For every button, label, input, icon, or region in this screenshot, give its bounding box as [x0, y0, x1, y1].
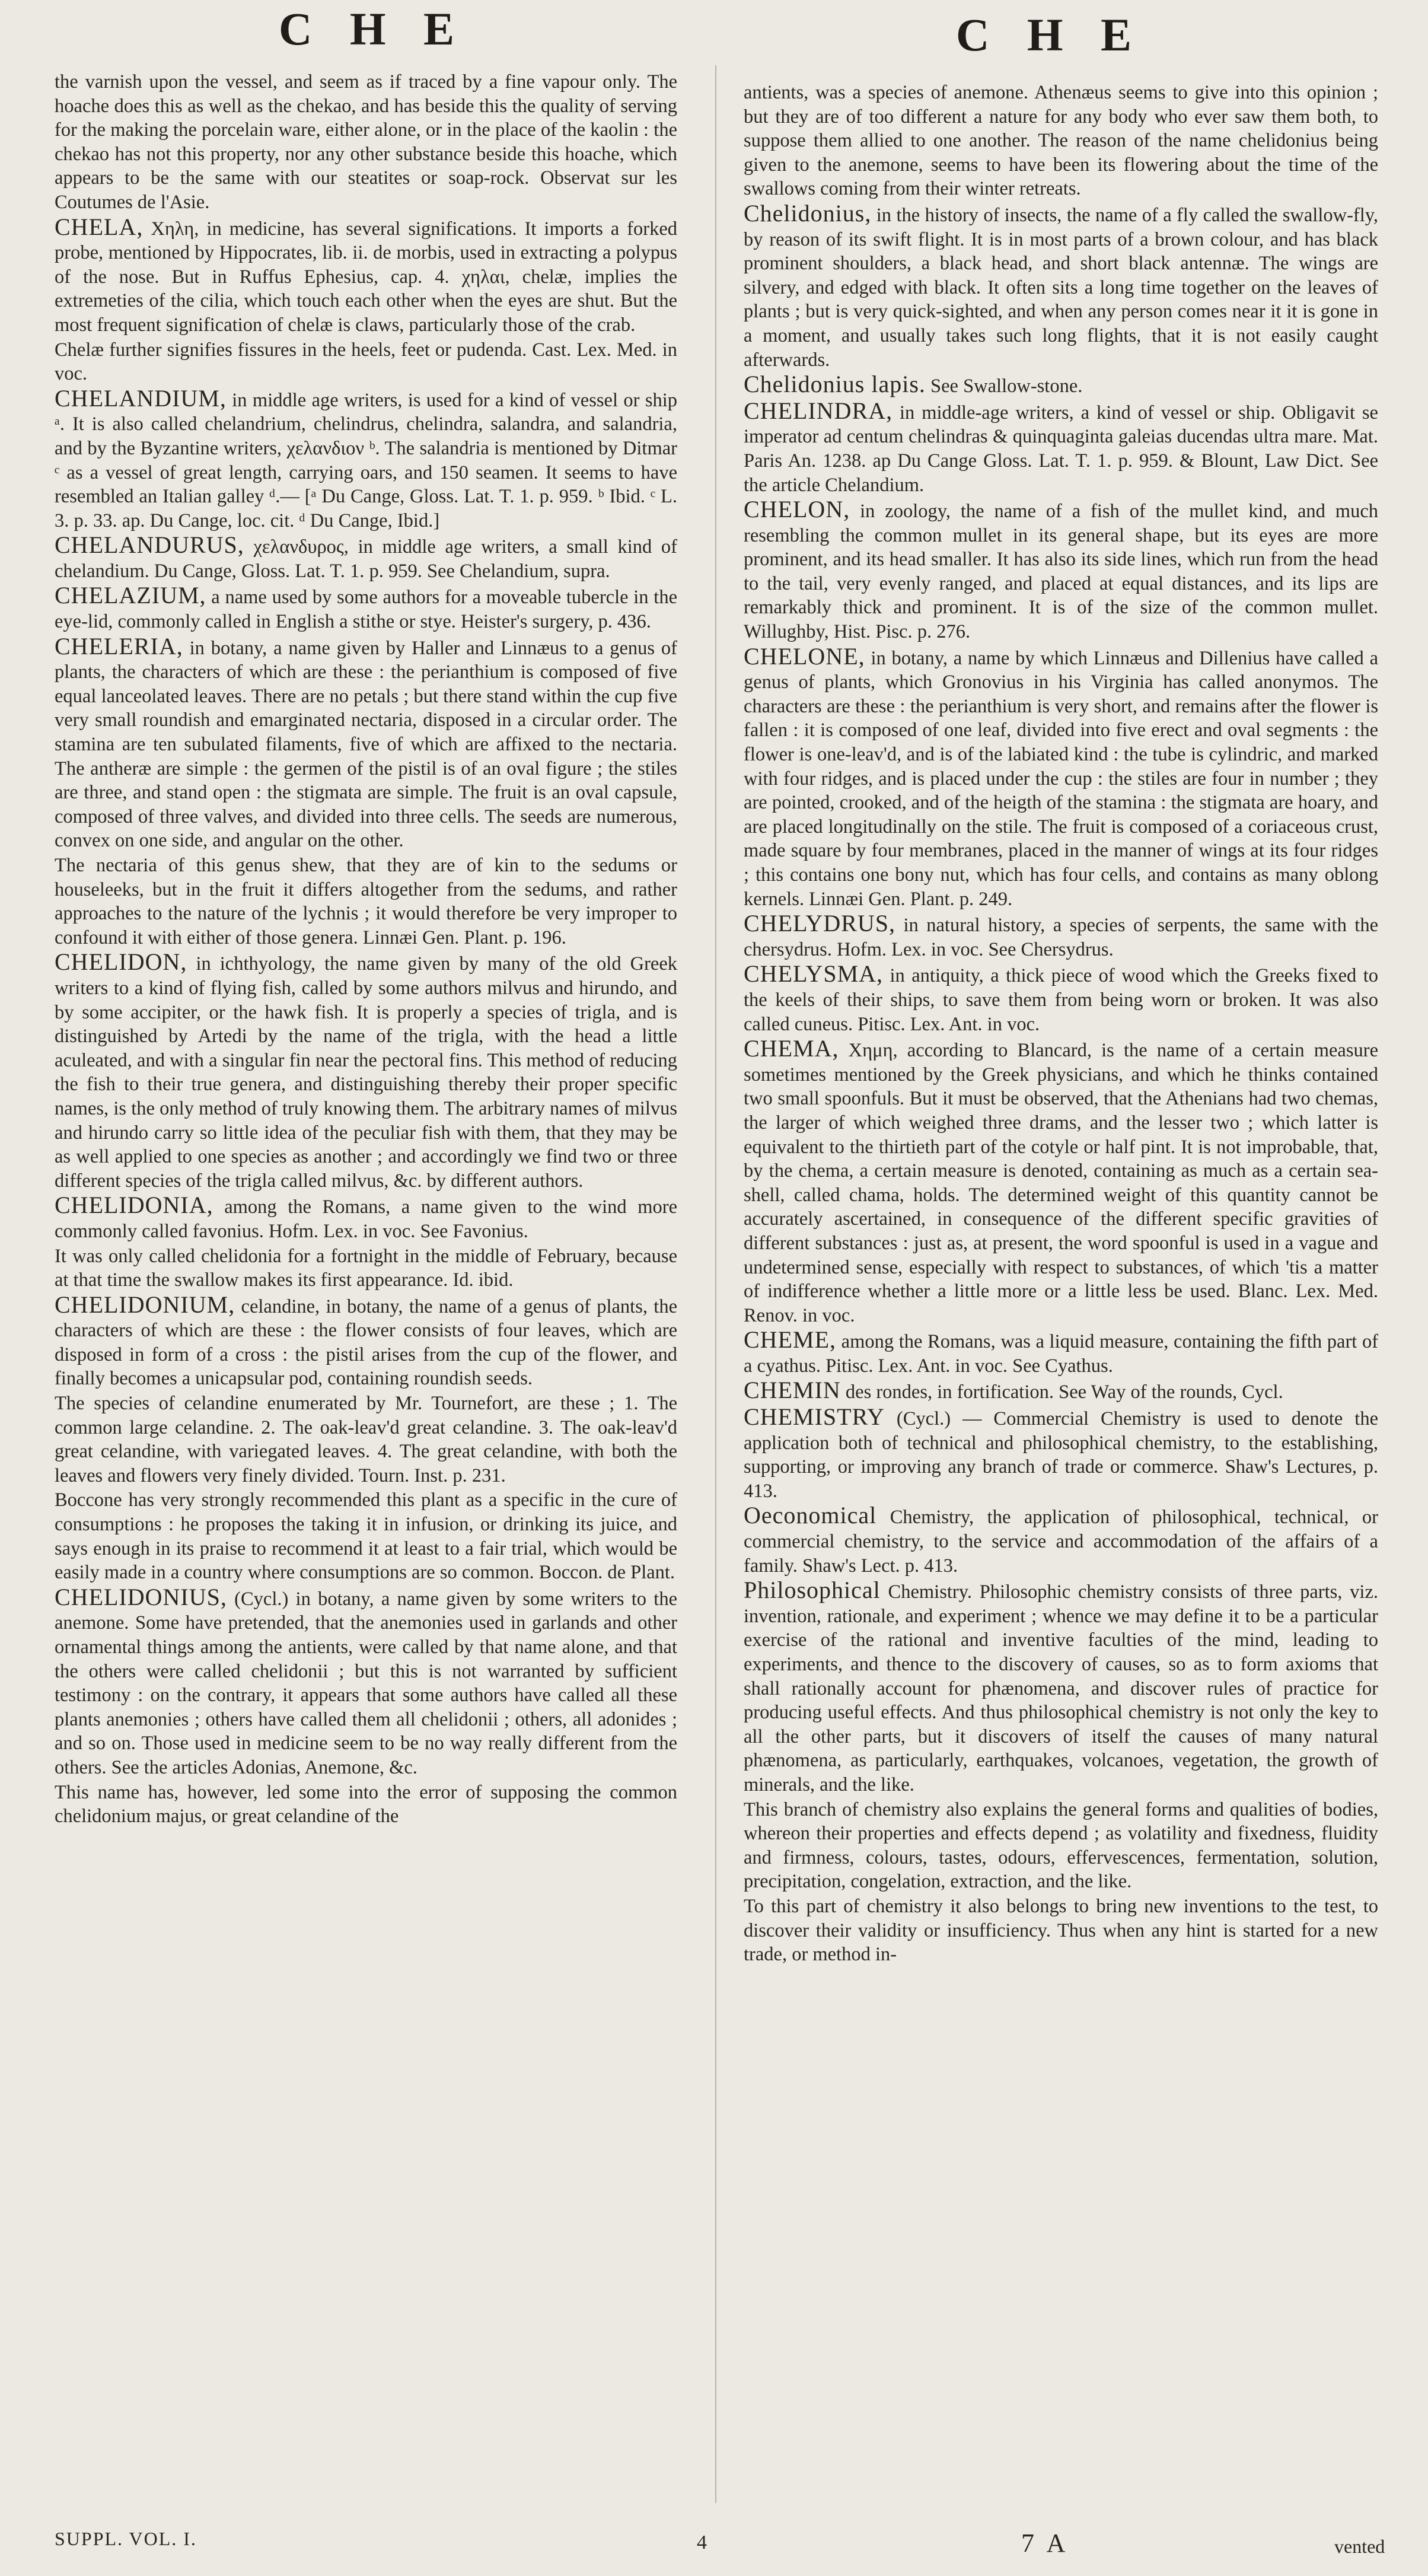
entry-text: Chemistry. Philosophic chemistry consists of three parts, viz. invention, rationale, and experiment ; whence we may define it to be a particular exercise of the rational and inventive faculties of the mind, leading to experiments, and thence to the discovery of causes, so as to form axioms that shall rationally account for phænomena, and discover rules of practice for producing useful effects. And thus philosophical chemistry is not only the key to all the other parts, but it discovers of itself the causes of many natural phænomena, as particularly, earthquakes, volcanoes, vegetation, the growth of minerals, and the like. [744, 1581, 1378, 1795]
entry-paragraph [55, 854, 677, 950]
entry-paragraph [744, 1578, 1378, 1797]
left-column [55, 70, 677, 2526]
entry-text: in ichthyology, the name given by many of the old Greek writers to a kind of flying fish, called by some authors milvus and hirundo, and by some accipiter, or the hawk fish. It is properly a species of trigla, and is distinguished by Artedi by the name of the trigla, with the head a little aculeated, and with a singular fin near the pectoral fins. This method of reducing the fish to their true genera, and distinguishing thereby their proper specific names, is the only method of truly knowing them. The arbitrary names of milvus and hirundo carry so little idea of the peculiar fish with them, that they may be as well applied to one species as another ; and accordingly we find two or three different species of the trigla called milvus, &c. by different authors. [55, 953, 677, 1192]
entry-text: This branch of chemistry also explains the general forms and qualities of bodies, whereon their properties and effects depend ; as volatility and fixedness, fluidity and firmness, colours, tastes, odours, effervescences, fermentation, solution, precipitation, congelation, extraction, and the like. [744, 1798, 1378, 1893]
entry-paragraph [744, 498, 1378, 644]
entry-headword: Chelidonius lapis. [744, 371, 926, 398]
entry-text: This name has, however, led some into the error of supposing the common chelidonium majus, or great celandine of the [55, 1781, 677, 1827]
entry-text: To this part of chemistry it also belongs to bring new inventions to the test, to discover their validity or insufficiency. Thus when any hint is started for a new trade, or method in- [744, 1895, 1378, 1966]
entry-headword: Chelidonius, [744, 199, 872, 227]
signature-mark: 7 A [1021, 2529, 1069, 2558]
entry-text: antients, was a species of anemone. Athenæus seems to give into this opinion ; but they are of too different a nature for any body who ever saw them both, to suppose them allied to one another. The reason of the name chelidonius being given to the anemone, seems to have been its flowering about the time of the swallows coming from their winter retreats. [744, 82, 1378, 200]
entry-headword: CHELYSMA, [744, 960, 884, 988]
entry-text: (Cycl.) — Commercial Chemistry is used to denote the application both of technical and philosophical chemistry, to the establishing, supporting, or improving any branch of trade or commerce. Shaw's Lectures, p. 413. [744, 1408, 1378, 1502]
entry-text: in middle-age writers, a kind of vessel or ship. Obligavit se imperator ad centum chelindras & quinquaginta galeias ducendas ultra mare. Mat. Paris An. 1238. ap Du Cange Gloss. Lat. T. 1. p. 959. & Blount, Law Dict. See the article Chelandium. [744, 402, 1378, 496]
entry-text: in botany, a name given by Haller and Linnæus to a genus of plants, the characters of which are these : the perianthium is composed of five equal lanceolated leaves. There are no petals ; but there stand within the cup five very small roundish and emarginated nectaria, disposed in a circular order. The stamina are ten subulated filaments, five of which are affixed to the nectaria. The antheræ are simple : the germen of the pistil is of an oval figure ; the stiles are three, and stand open : the stigmata are simple. The fruit is an oval capsule, composed of three valves, and divided into three cells. The seeds are numerous, convex on one side, and angular on the other. [55, 637, 677, 852]
column-divider [715, 65, 716, 2503]
entry-paragraph [55, 632, 677, 853]
entry-text: the varnish upon the vessel, and seem as if traced by a fine vapour only. The hoache does this as well as the chekao, and has beside this the quality of serving for the making the porcelain ware, either alone, or in the place of the kaolin : the chekao has not this property, nor any other substance beside this hoache, which appears to be the same with our steatites or soap-rock. Observat sur les Coutumes de l'Asie. [55, 71, 677, 213]
entry-paragraph [55, 1392, 677, 1488]
entry-text: Χηλη, in medicine, has several significations. It imports a forked probe, mentioned by Hippocrates, lib. ii. de morbis, used in extracting a polypus of the nose. But in Ruffus Ephesius, cap. 4. χηλαι, chelæ, implies the extremeties of the cilia, which touch each other when the eyes are shut. But the most frequent signification of chelæ is claws, particularly those of the crab. [55, 218, 677, 336]
entry-paragraph [55, 338, 677, 386]
right-column [744, 81, 1378, 2536]
entry-paragraph [55, 1781, 677, 1829]
entry-paragraph [55, 1193, 677, 1243]
entry-text: in natural history, a species of serpents, the same with the chersydrus. Hofm. Lex. in voc. See Chersydrus. [744, 915, 1378, 960]
entry-text: Chelæ further signifies fissures in the heels, feet or pudenda. Cast. Lex. Med. in voc. [55, 339, 677, 385]
entry-headword: CHELIDONIA, [55, 1192, 213, 1219]
entry-headword: CHEME, [744, 1326, 836, 1354]
entry-paragraph [744, 1798, 1378, 1894]
entry-paragraph [744, 1378, 1378, 1405]
entry-text: The species of celandine enumerated by Mr. Tournefort, are these ; 1. The common large celandine. 2. The oak-leav'd great celandine. 3. The oak-leav'd great celandine, with variegated leaves. 4. The great celandine, with both the leaves and flowers very finely divided. Tourn. Inst. p. 231. [55, 1393, 677, 1486]
entry-text: a name used by some authors for a moveable tubercle in the eye-lid, commonly called in English a stithe or stye. Heister's surgery, p. 436. [55, 587, 677, 633]
entry-paragraph [55, 533, 677, 583]
entry-headword: CHEMA, [744, 1035, 839, 1062]
running-head-right: C H E [956, 9, 1145, 61]
entry-paragraph [744, 912, 1378, 961]
entry-text: among the Romans, a name given to the wind more commonly called favonius. Hofm. Lex. in voc. See Favonius. [55, 1196, 677, 1242]
entry-paragraph [55, 1585, 677, 1780]
entry-text: Boccone has very strongly recommended this plant as a specific in the cure of consumptions : he proposes the taking it in infusion, or drinking its juice, and says enough in its praise to recommend it at least to a fair trial, which would be easily made in a country where consumptions are so common. Boccon. de Plant. [55, 1489, 677, 1584]
entry-text: in zoology, the name of a fish of the mullet kind, and much resembling the common mullet in its general shape, but its eyes are more prominent, and its head smaller. It has also its side lines, which run from the head to the tail, very evenly ranged, and placed at equal distances, and its lips are remarkably thick and prominent. It is of the size of the common mullet. Willughby, Hist. Pisc. p. 276. [744, 501, 1378, 643]
entry-paragraph [744, 399, 1378, 497]
entry-text: Chemistry, the application of philosophical, technical, or commercial chemistry, to the service and accommodation of the affairs of a family. Shaw's Lect. p. 413. [744, 1507, 1378, 1577]
entry-text: among the Romans, was a liquid measure, containing the fifth part of a cyathus. Pitisc. Lex. Ant. in voc. See Cyathus. [744, 1331, 1378, 1377]
left-footer: SUPPL. VOL. I. [55, 2528, 197, 2549]
catchword: vented [1334, 2536, 1385, 2557]
entry-paragraph [55, 384, 677, 533]
entry-paragraph [744, 199, 1378, 372]
entry-paragraph [55, 1488, 677, 1584]
entry-headword: CHELANDURUS, [55, 531, 244, 559]
entry-headword: CHEMIN [744, 1377, 841, 1404]
entry-headword: CHELINDRA, [744, 397, 893, 424]
entry-text: in botany, a name by which Linnæus and Dillenius have called a genus of plants, which Gronovius in his Virginia has called anonymos. The characters are these : the perianthium is very short, and remains after the flower is fallen : it is composed of one leaf, divided into five erect and oval segments : the flower is one-leav'd, and is of the labiated kind : the tube is cylindric, and marked with four ridges, and is placed under the cup : the stiles are four in number ; they are pointed, crooked, and of the heigth of the stamina : the stigmata are hoary, and are placed longitudinally on the stile. The fruit is composed of a coriaceous crust, made square by four membranes, placed in the manner of wings at its four ridges ; this contains one bony nut, which has four cells, and contains as many oblong kernels. Linnæi Gen. Plant. p. 249. [744, 647, 1378, 910]
entry-paragraph [55, 1293, 677, 1391]
entry-headword: Oeconomical [744, 1502, 877, 1529]
entry-headword: CHELA, [55, 213, 144, 240]
entry-headword: CHEMISTRY [744, 1403, 885, 1431]
entry-text: It was only called chelidonia for a fortnight in the middle of February, because at that time the swallow makes its first appearance. Id. ibid. [55, 1245, 677, 1291]
entry-paragraph [55, 70, 677, 215]
entry-text: χελανδυρος, in middle age writers, a small kind of chelandium. Du Cange, Gloss. Lat. T. 1. p. 959. See Chelandium, supra. [55, 536, 677, 582]
entry-headword: CHELONE, [744, 642, 865, 670]
entry-headword: CHELIDON, [55, 948, 187, 976]
entry-paragraph [744, 1894, 1378, 1967]
entry-text: des rondes, in fortification. See Way of the rounds, Cycl. [845, 1381, 1283, 1403]
entry-text: in middle age writers, is used for a kind of vessel or ship ᵃ. It is also called chelandrium, chelindrus, chelindra, salandra, and salandria, and by the Byzantine writers, χελανδιον ᵇ. The salandria is mentioned by Ditmar ᶜ as a vessel of great length, carrying oars, and 150 seamen. It seems to have resembled an Italian galley ᵈ.— [ᵃ Du Cange, Gloss. Lat. T. 1. p. 959. ᵇ Ibid. ᶜ L. 3. p. 33. ap. Du Cange, loc. cit. ᵈ Du Cange, Ibid.] [55, 389, 677, 531]
running-head-left: C H E [279, 3, 468, 55]
entry-paragraph [55, 584, 677, 633]
entry-headword: CHELIDONIUS, [55, 1583, 227, 1610]
entry-text: (Cycl.) in botany, a name given by some writers to the anemone. Some have pretended, that the anemonies used in garlands and other ornamental things among the antients, were called by that name alone, and that the others were called chelidonii ; but this is not warranted by sufficient testimony : on the contrary, it appears that some authors have called all these plants anemonies ; others have called them all chelidonii ; others, all adonides ; and so on. Those used in medicine seem to be no way really different from the others. See the articles Adonias, Anemone, &c. [55, 1588, 677, 1778]
entry-headword: CHELYDRUS, [744, 910, 896, 937]
entry-text: in antiquity, a thick piece of wood which the Greeks fixed to the keels of their ships, to save them from being worn or broken. It was also called cuneus. Pitisc. Lex. Ant. in voc. [744, 965, 1378, 1035]
entry-paragraph [744, 1037, 1378, 1327]
entry-paragraph [744, 962, 1378, 1036]
entry-paragraph [744, 81, 1378, 201]
entry-paragraph [744, 1504, 1378, 1578]
entry-paragraph [744, 1328, 1378, 1378]
entry-headword: CHELAZIUM, [55, 582, 206, 609]
entry-paragraph [55, 950, 677, 1193]
entry-headword: Philosophical [744, 1577, 881, 1604]
entry-text: in the history of insects, the name of a fly called the swallow-fly, by reason of its swift flight. It is in most parts of a brown colour, and has black prominent shoulders, a black head, and short black antennæ. The wings are silvery, and edged with black. It often sits a long time together on the leaves of plants ; but is very quick-sighted, and when any person comes near it it is gone in a moment, and usually takes such long flights, that it is not easily caught afterwards. [744, 204, 1378, 371]
entry-headword: CHELIDONIUM, [55, 1291, 235, 1318]
entry-paragraph [744, 372, 1378, 399]
entry-text: The nectaria of this genus shew, that they are of kin to the sedums or houseleeks, but in the fruit it differs altogether from the sedums, and rather approaches to the nature of the lychnis ; it would therefore be very improper to confound it with either of those genera. Linnæi Gen. Plant. p. 196. [55, 855, 677, 948]
entry-paragraph [744, 642, 1378, 912]
entry-text: Χημη, according to Blancard, is the name of a certain measure sometimes mentioned by the Greek physicians, and which he thinks contained two small spoonfuls. But it must be observed, that the Athenians had two chemas, the larger of which weighed three drams, and the lesser two ; which latter is equivalent to the thirtieth part of the cotyle or half pint. It is not improbable, that, by the chema, a certain measure is denoted, containing as much as a certain sea-shell, called chama, holds. The determined weight of this quantity cannot be accurately ascertained, in consequence of the different specific gravities of different substances : just as, at present, the word spoonful is used in a vague and undetermined sense, especially with respect to substances, of which 'tis a matter of indifference whether a little more or a little less be used. Blanc. Lex. Med. Renov. in voc. [744, 1040, 1378, 1326]
entry-paragraph [55, 1244, 677, 1292]
entry-headword: CHELERIA, [55, 632, 183, 660]
entry-paragraph [55, 215, 677, 337]
entry-headword: CHELANDIUM, [55, 384, 227, 412]
entry-text: See Swallow-stone. [930, 375, 1083, 397]
page-number: 4 [697, 2532, 707, 2553]
entry-headword: CHELON, [744, 496, 850, 523]
entry-text: celandine, in botany, the name of a genus of plants, the characters of which are these : the flower consists of four leaves, which are disposed in form of a cross : the pistil arises from the cup of the flower, and finally becomes a unicapsular pod, containing roundish seeds. [55, 1295, 677, 1390]
entry-paragraph [744, 1405, 1378, 1503]
